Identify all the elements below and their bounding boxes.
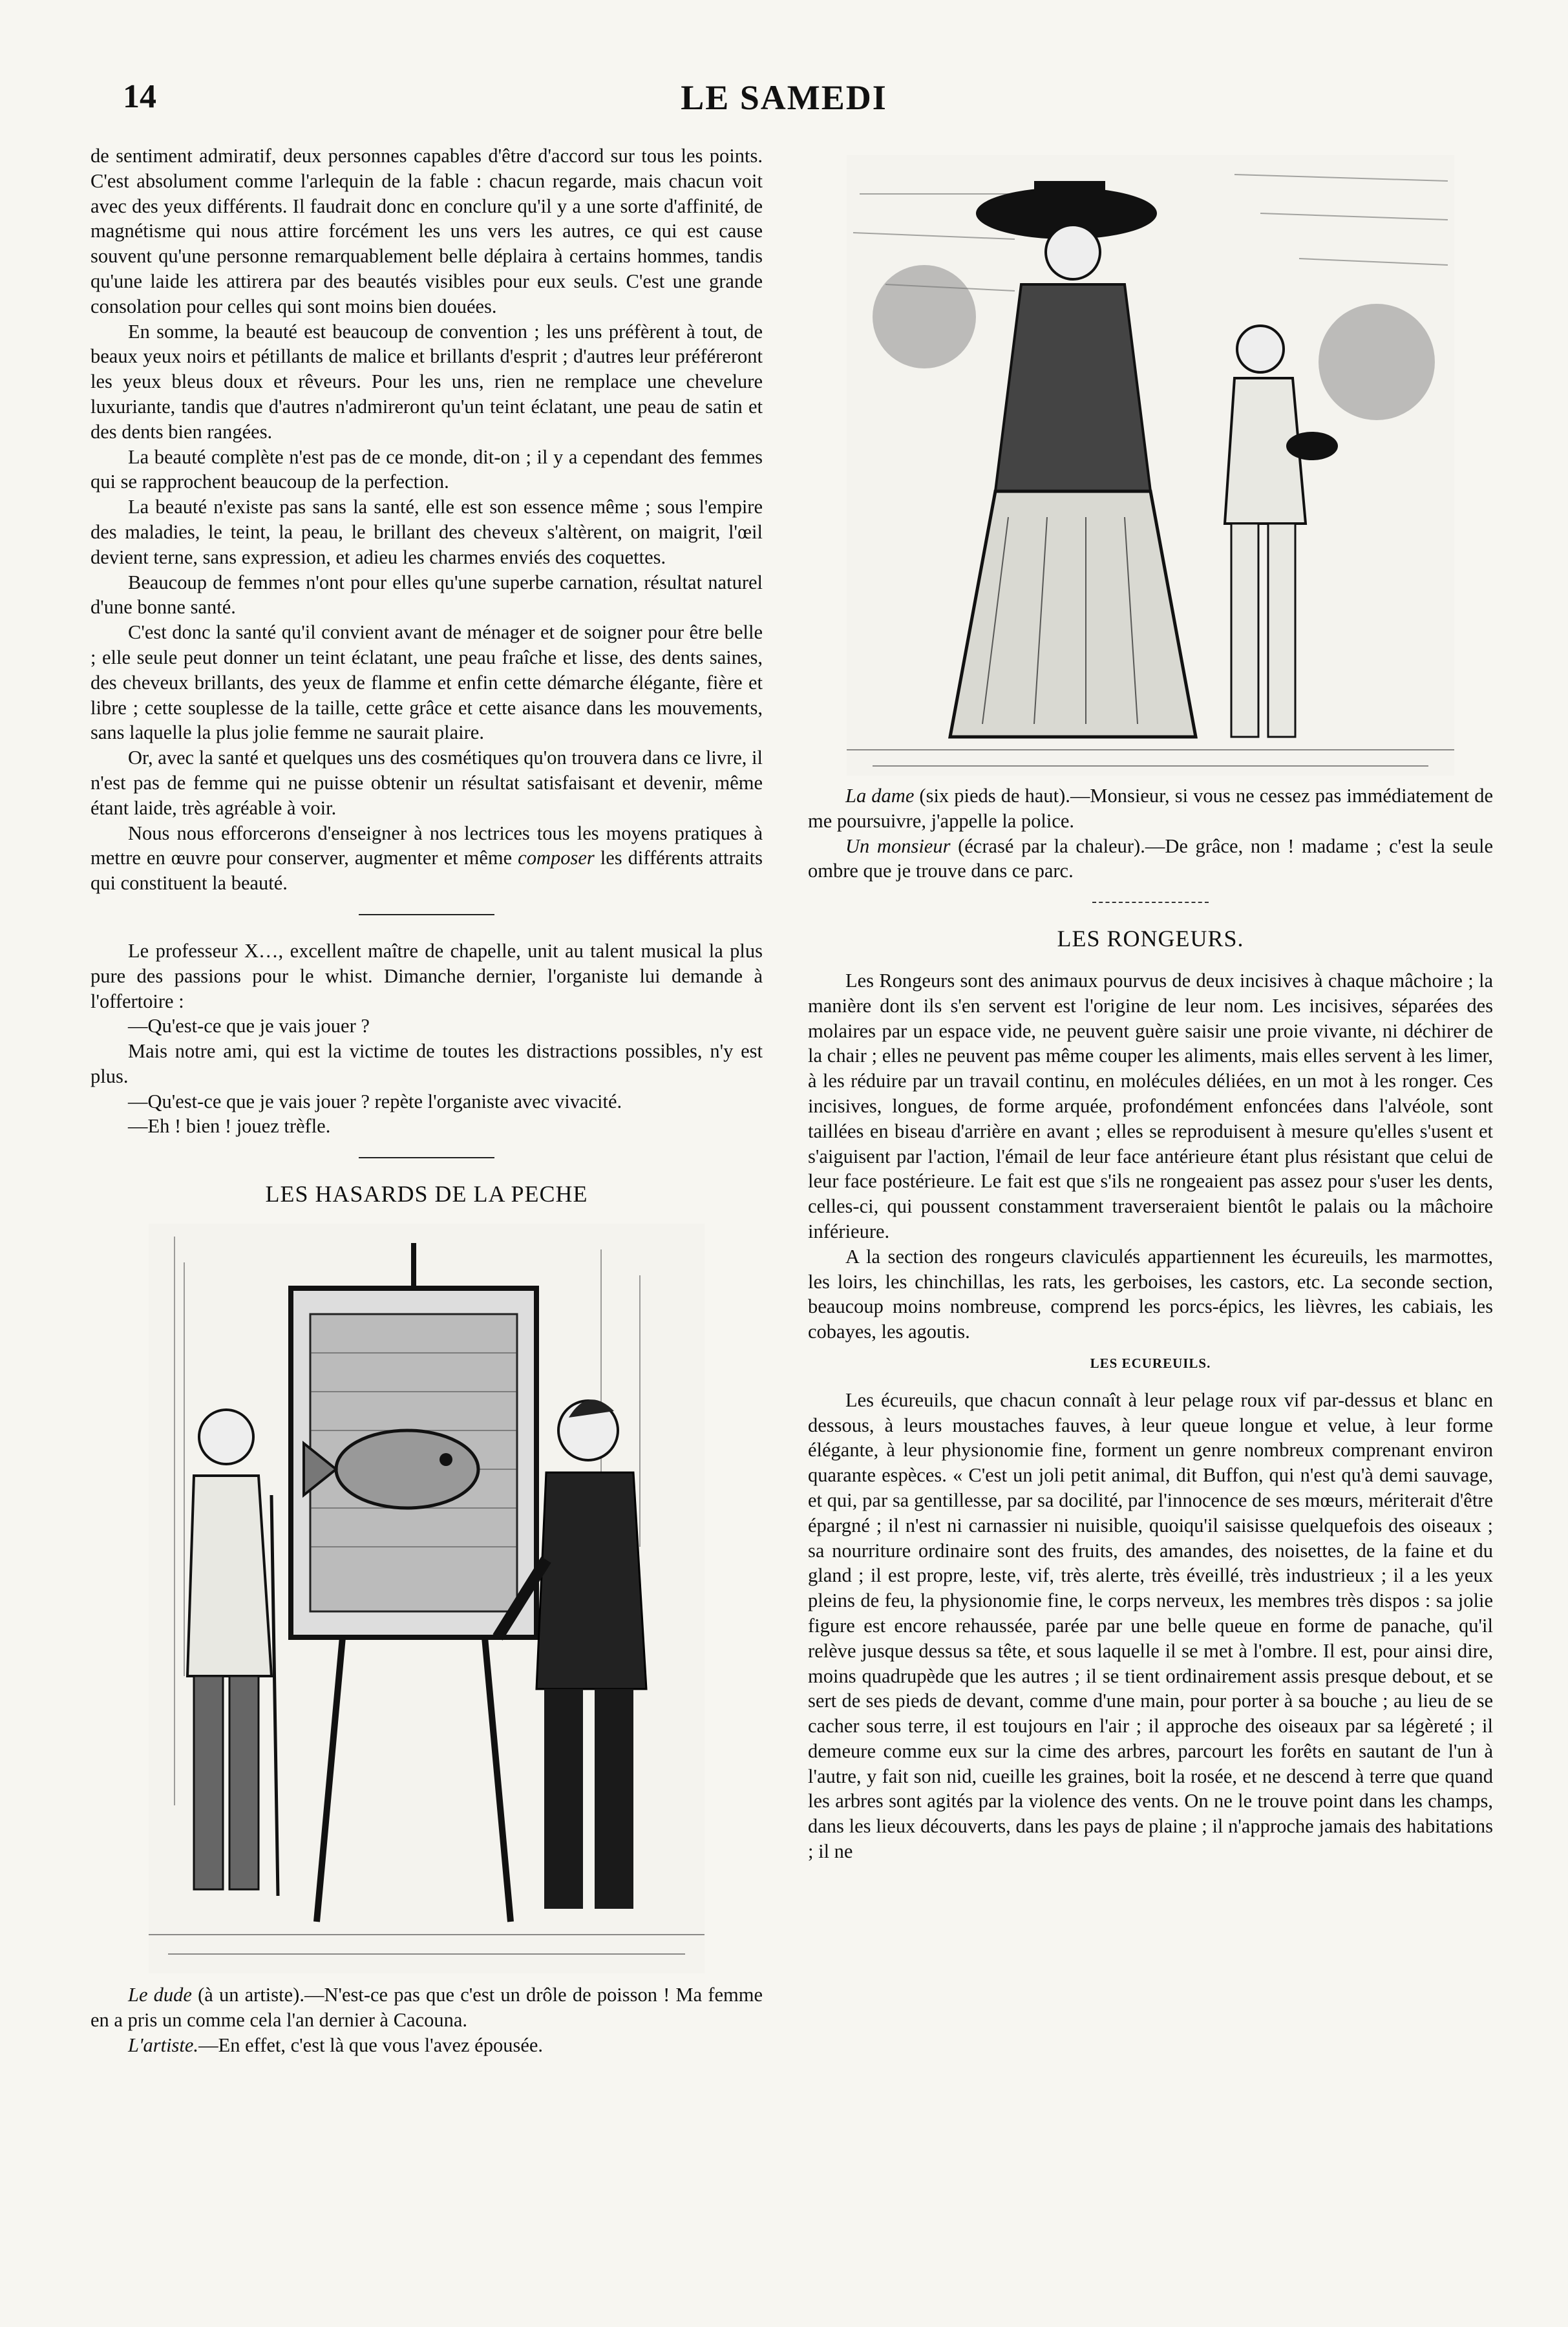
page-header: [0, 78, 1568, 129]
park-caption: [808, 783, 1493, 884]
article-paragraph: Or, avec la santé et quelques uns des cosmétiques qu'on trouvera dans ce livre, il n'est pas de femme qui ne puisse obtenir un résultat satisfaisant et devenir, même étant laide, très agréable à voir.: [90, 747, 763, 819]
caption-line: [808, 783, 1493, 834]
right-column: [808, 155, 1493, 1864]
article-paragraph: C'est donc la santé qu'il convient avant de ménager et de soigner pour être belle ; elle seule peut donner un teint éclatant, une peau fraîche et lisse, des dents saines, des cheveux brillants, des yeux de flamme et enfin cette démarche élégante, fière et libre ; cette souplesse de la taille, cette grâce et cette aisance dans les mouvements, sans laquelle la plus jolie femme ne saurait plaire.: [90, 621, 763, 744]
caption-line: [90, 1982, 763, 2033]
ecureuils-title: LES ECUREUILS.: [1090, 1355, 1211, 1371]
anecdote-paragraph: —Qu'est-ce que je vais jouer ?: [128, 1015, 370, 1037]
anecdote-paragraph: —Qu'est-ce que je vais jouer ? repète l'organiste avec vivacité.: [128, 1090, 622, 1112]
caption-speaker: La dame: [845, 785, 915, 807]
section-divider: [359, 914, 494, 915]
italic-word: composer: [518, 847, 595, 869]
peche-illustration: [149, 1224, 705, 1973]
article-paragraph: La beauté n'existe pas sans la santé, elle est son essence même ; sous l'empire des maladies, le teint, la peau, le brillant des cheveux s'altèrent, on maigrit, l'œil devient terne, sans expression, et adieu les charmes enviés des coquettes.: [90, 496, 763, 568]
park-illustration: [847, 155, 1454, 776]
caption-speaker: Un monsieur: [845, 834, 951, 857]
text-run: les différents attraits qui constituent la beauté.: [90, 847, 763, 895]
article-paragraph: de sentiment admiratif, deux personnes capables d'être d'accord sur tous les points. C'est absolument comme l'arlequin de la fable : chacun regarde, mais chacun voit avec des yeux différents. Il faudrait donc en conclure qu'il y a une sorte d'affinité, de magnétisme qui nous attire forcément les uns vers les autres, ce qui est cause souvent qu'une personne remarquablement belle déplaira à certains hommes, tandis qu'une laide les attirera par des beautés visibles pour eux seuls. C'est une grande consolation pour celles qui sont moins bien douées.: [90, 145, 763, 317]
caption-line: [808, 834, 1493, 884]
ecureuils-paragraph: Les écureuils, que chacun connaît à leur pelage roux vif par-dessus et blanc en dessous, à leurs moustaches fauves, à leur queue longue et velue, à leur forme élégante, à leur physionomie fine, forment un genre nombreux comprenant environ quarante espèces. « C'est un joli petit animal, dit Buffon, qui n'est qu'à demi sauvage, et qui, par sa gentillesse, par sa docilité, par l'innocence de ses mœurs, mériterait d'être épargné ; il n'est ni carnassier ni nuisible, quoiqu'il saisisse quelquefois des oiseaux ; sa nourriture ordinaire sont des fruits, des amandes, des noisettes, de la faine et du gland ; il est propre, leste, vif, très alerte, très éveillé, très industrieux ; il a les yeux pleins de feu, la physionomie fine, le corps nerveux, les membres très dispos : sa jolie figure est encore rehaussée, parée par une belle queue en forme de panache, qu'il relève jusque dessus sa tête, et sous laquelle il se met à l'ombre. Il est, pour ainsi dire, moins quadrupède que les autres ; il se tient ordinairement assis presque debout, et se sert de ses pieds de devant, comme d'une main, pour porter à sa bouche ; au lieu de se cacher sous terre, il est toujours en l'air ; il approche des oiseaux par sa légèreté ; il demeure comme eux sur la cime des arbres, parcourt les forêts en sautant de l'un à l'autre, y fait son nid, cueille les graines, boit la rosée, et ne descend à terre que quand les arbres sont agités par la violence des vents. On ne le trouve point dans les champs, dans les lieux découverts, dans les pays de plaine ; il n'approche jamais des habitations ; il ne: [808, 1388, 1493, 1863]
caption-speaker: L'artiste.: [128, 2034, 199, 2056]
rongeurs-paragraph: Les Rongeurs sont des animaux pourvus de deux incisives à chaque mâchoire ; la manière dont ils s'en servent est l'origine de leur nom. Les incisives, séparées des molaires par un espace vide, ne peuvent guère saisir une proie vivante, ni déchirer de la chair ; elles ne peuvent pas même couper les aliments, mais elles servent à les limer, à les réduire par un travail continu, en molécules déliées, en un mot à les ronger. Ces incisives, longues, de forme arquée, profondément enfoncées dans l'alvéole, sont taillées en biseau d'arrière en avant ; elles se reproduisent à mesure qu'elles s'usent et s'aiguisent par l'action, l'émail de leur face antérieure étant plus résistant que celui de leur face postérieure. Le fait est que s'ils ne rongeaient pas assez pour s'user les dents, celles-ci, qui poussent constamment traverseraient bientôt le palais ou la mâchoire inférieure.: [808, 969, 1493, 1242]
anecdote-paragraph: Le professeur X…, excellent maître de chapelle, unit au talent musical la plus pure des passions pour le whist. Dimanche dernier, l'organiste lui demande à l'offertoire :: [90, 939, 763, 1012]
article-paragraph: Beaucoup de femmes n'ont pour elles qu'une superbe carnation, résultat naturel d'une bonne santé.: [90, 571, 763, 619]
article-paragraph: En somme, la beauté est beaucoup de convention ; les uns préfèrent à tout, de beaux yeux noirs et pétillants de malice et brillants d'esprit ; d'autres leur préféreront les yeux bleus doux et rêveurs. Pour les uns, rien ne remplace une chevelure luxuriante, tandis que d'autres n'admireront qu'un teint éclatant, une peau de satin et des dents bien rangées.: [90, 320, 763, 443]
peche-caption: [90, 1982, 763, 2057]
article-paragraph: [90, 821, 763, 896]
caption-text: —En effet, c'est là que vous l'avez épousée.: [198, 2034, 544, 2056]
peche-title: LES HASARDS DE LA PECHE: [265, 1181, 588, 1207]
text-run: Nous nous efforcerons d'enseigner à nos lectrices tous les moyens pratiques à mettre en œuvre pour conserver, augmenter et même: [90, 822, 763, 869]
caption-speaker: Le dude: [128, 1984, 192, 2006]
rongeurs-title: LES RONGEURS.: [1057, 926, 1244, 952]
anecdote-paragraph: Mais notre ami, qui est la victime de toutes les distractions possibles, n'y est plus.: [90, 1040, 763, 1087]
caption-text: (six pieds de haut).—Monsieur, si vous ne cessez pas immédiatement de me poursuivre, j'appelle la police.: [808, 785, 1493, 832]
journal-title: LE SAMEDI: [681, 78, 887, 117]
caption-text: (écrasé par la chaleur).—De grâce, non ! madame ; c'est la seule ombre que je trouve dans ce parc.: [808, 834, 1493, 882]
rongeurs-paragraph: A la section des rongeurs claviculés appartiennent les écureuils, les marmottes, les loirs, les chinchillas, les rats, les gerboises, les castors, etc. La seconde section, beaucoup moins nombreuse, comprend les porcs-épics, les lièvres, les cabiais, les cobayes, les agoutis.: [808, 1245, 1493, 1343]
anecdote-paragraph: —Eh ! bien ! jouez trèfle.: [128, 1115, 331, 1138]
caption-line: [90, 2033, 763, 2058]
section-divider: [1092, 902, 1209, 903]
page-number: 14: [123, 78, 156, 115]
left-column: [90, 143, 763, 2057]
caption-text: (à un artiste).—N'est-ce pas que c'est un drôle de poisson ! Ma femme en a pris un comme cela l'an dernier à Cacouna.: [90, 1984, 763, 2031]
article-paragraph: La beauté complète n'est pas de ce monde, dit-on ; il y a cependant des femmes qui se rapprochent beaucoup de la perfection.: [90, 445, 763, 493]
section-divider: [359, 1157, 494, 1158]
